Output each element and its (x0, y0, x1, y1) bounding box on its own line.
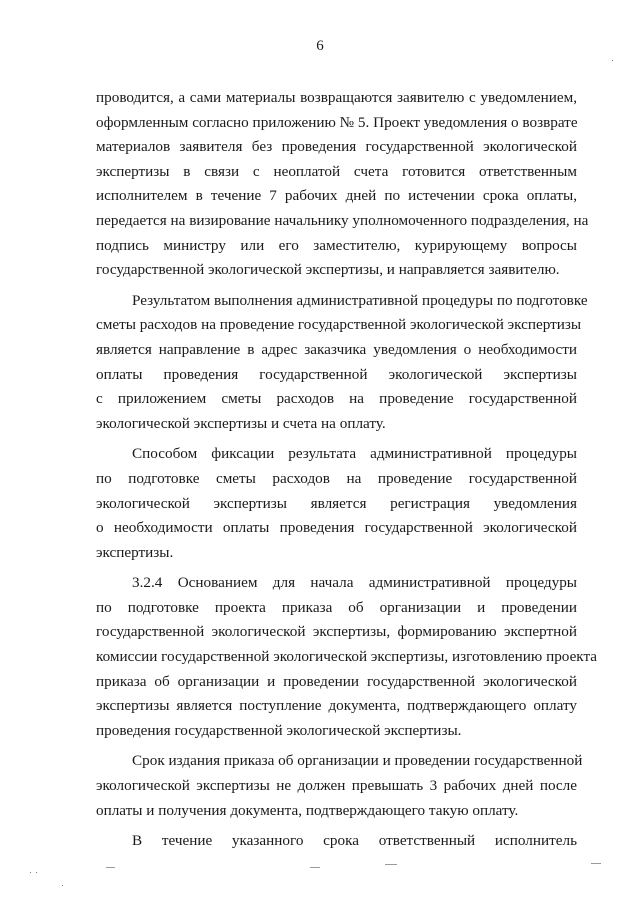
scan-artifact (612, 60, 613, 61)
text-line: экспертизы. (96, 543, 174, 561)
text-line: оформленным согласно приложению № 5. Проект уведомления о возврате (96, 113, 578, 131)
text-line: Результатом выполнения административной процедуры по подготовке (132, 291, 588, 309)
text-line: по подготовке сметы расходов на проведение государственной (96, 469, 577, 487)
text-line: экологической экспертизы и счета на оплату. (96, 414, 386, 432)
scan-artifact (36, 872, 37, 873)
text-line: материалов заявителя без проведения государственной экологической (96, 138, 577, 156)
text-line: исполнителем в течение 7 рабочих дней по истечении срока оплаты, (96, 187, 577, 205)
text-line: экспертизы в связи с неоплатой счета готовится ответственным (96, 162, 577, 180)
text-line: комиссии государственной экологической экспертизы, изготовлению проекта (96, 648, 598, 666)
text-line: является направление в адрес заказчика уведомления о необходимости (96, 340, 577, 358)
paragraph-continued (96, 829, 577, 854)
text-line: 3.2.4 Основанием для начала административной процедуры (132, 574, 577, 592)
text-line: экологической экспертизы не должен превышать 3 рабочих дней после (96, 777, 577, 795)
scan-artifact (310, 867, 320, 868)
document-body (96, 86, 598, 860)
text-line: государственной экологической экспертизы, и направляется заявителю. (96, 261, 560, 279)
text-line: проведения государственной экологической экспертизы. (96, 721, 462, 739)
scan-artifact (591, 863, 601, 864)
paragraph-section-3-2-4 (96, 571, 598, 743)
text-line: передается на визирование начальнику уполномоченного подразделения, на (96, 211, 589, 229)
text-line: подпись министру или его заместителю, курирующему вопросы (96, 236, 577, 254)
scan-artifact (30, 872, 31, 873)
text-line: проводится, а сами материалы возвращаются заявителю с уведомлением, (96, 89, 577, 106)
text-line: сметы расходов на проведение государственной экологической экспертизы (96, 316, 582, 334)
text-line: оплаты и получения документа, подтверждающего такую оплату. (96, 801, 519, 819)
scan-artifact (62, 885, 63, 886)
paragraph-return-materials (96, 86, 589, 283)
scan-artifact (385, 864, 397, 865)
text-line: экологической экспертизы является регистрация уведомления (96, 494, 577, 512)
text-line: Способом фиксации результата административной процедуры (132, 445, 577, 463)
text-line: государственной экологической экспертизы, формированию экспертной (96, 623, 577, 641)
text-line: экспертизы является поступление документа, подтверждающего оплату (96, 697, 577, 715)
text-line: по подготовке проекта приказа об организации и проведении (96, 598, 577, 616)
text-line: о необходимости оплаты проведения государственной экологической (96, 519, 577, 537)
paragraph-procedure-result (96, 289, 588, 437)
scan-artifact (106, 867, 115, 868)
text-line: В течение указанного срока ответственный исполнитель (132, 832, 577, 850)
text-line: оплаты проведения государственной экологической экспертизы (96, 365, 577, 383)
text-line: с приложением сметы расходов на проведение государственной (96, 390, 577, 408)
page-number: 6 (316, 38, 324, 54)
paragraph-order-deadline (96, 749, 583, 823)
paragraph-result-fixation (96, 442, 577, 565)
text-line: приказа об организации и проведении государственной экологической (96, 672, 577, 690)
text-line: Срок издания приказа об организации и проведении государственной (132, 752, 583, 770)
